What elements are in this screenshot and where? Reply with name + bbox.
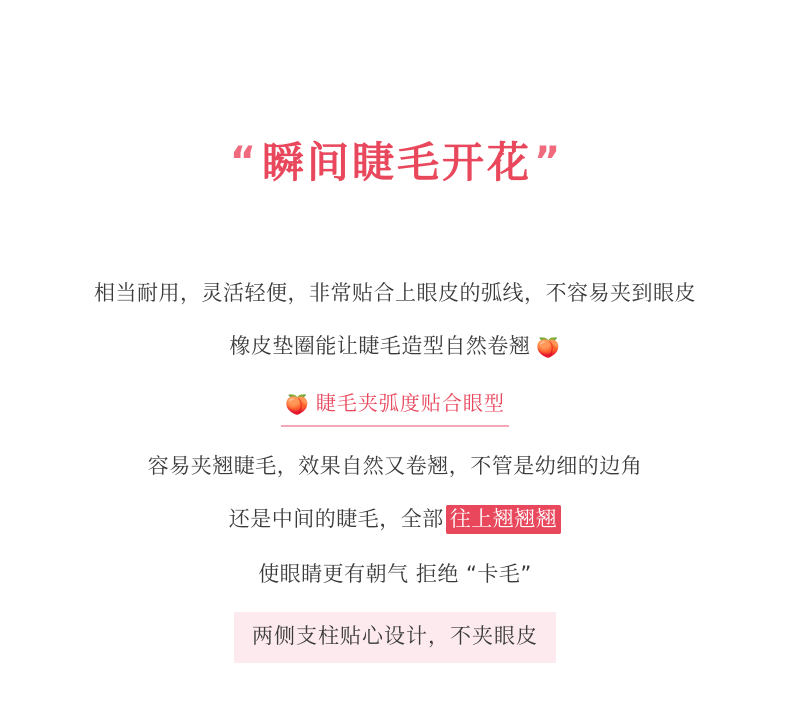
description-line-2-text: 橡皮垫圈能让睫毛造型自然卷翘 [229,334,531,358]
section-subtitle [0,388,790,427]
quote-close: ” [534,139,561,185]
description-line-1: 相当耐用，灵活轻便，非常贴合上眼皮的弧线，不容易夹到眼皮 [94,281,696,305]
highlight-badge-red: 往上翘翘翘 [446,505,562,534]
page-title [230,138,561,188]
section-subtitle-text: 睫毛夹弧度贴合眼型 [315,391,505,415]
description-line-4-text: 还是中间的睫毛，全部 [228,507,444,531]
section-subtitle-inner [281,388,509,427]
description-line-3: 容易夹翘睫毛，效果自然又卷翘，不管是幼细的边角 [147,454,643,478]
headline-container [0,138,790,188]
highlight-badge-pink: 两侧支柱贴心设计，不夹眼皮 [234,612,556,663]
page-title-text: 瞬间睫毛开花 [261,138,532,187]
peach-icon: 🍑 [536,337,561,359]
description-line-2 [0,330,790,363]
peach-icon: 🍑 [285,394,310,416]
quote-open: “ [229,139,256,185]
description-line-4 [0,503,790,536]
description-line-6 [0,612,790,663]
description-line-5: 使眼睛更有朝气 拒绝 “卡毛” [258,562,532,586]
